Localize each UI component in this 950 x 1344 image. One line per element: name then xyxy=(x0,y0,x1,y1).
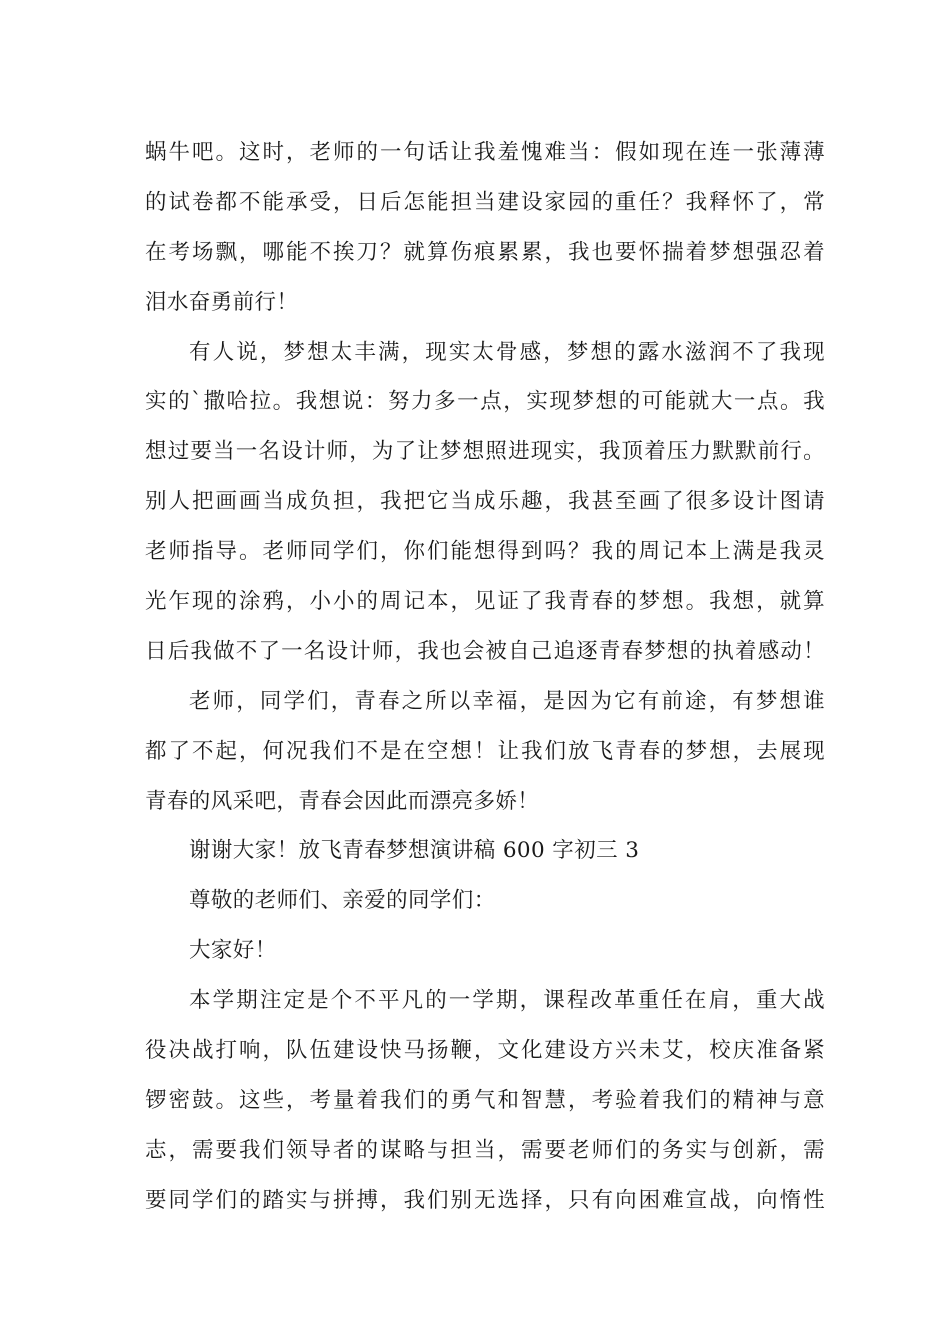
text-line: 大家好！ xyxy=(189,938,277,964)
text-line: 青春的风采吧，青春会因此而漂亮多娇！ xyxy=(145,788,540,814)
text-line: 要同学们的踏实与拼搏，我们别无选择，只有向困难宣战，向惰性 xyxy=(145,1187,825,1213)
text-line: 老师，同学们，青春之所以幸福，是因为它有前途，有梦想谁 xyxy=(189,688,825,714)
text-line: 日后我做不了一名设计师，我也会被自己追逐青春梦想的执着感动！ xyxy=(145,638,825,664)
text-line: 尊敬的老师们、亲爱的同学们： xyxy=(189,888,496,914)
text-line: 本学期注定是个不平凡的一学期，课程改革重任在肩，重大战 xyxy=(189,988,825,1014)
document-body xyxy=(145,128,825,1226)
text-line: 蜗牛吧。这时，老师的一句话让我羞愧难当：假如现在连一张薄薄 xyxy=(145,140,825,165)
text-line: 实的`撒哈拉。我想说：努力多一点，实现梦想的可能就大一点。我 xyxy=(145,389,825,415)
text-line: 想过要当一名设计师，为了让梦想照进现实，我顶着压力默默前行。 xyxy=(145,439,825,465)
text-line: 都了不起，何况我们不是在空想！让我们放飞青春的梦想，去展现 xyxy=(145,738,825,764)
text-line: 志，需要我们领导者的谋略与担当，需要老师们的务实与创新，需 xyxy=(145,1137,825,1163)
text-line: 的试卷都不能承受，日后怎能担当建设家园的重任？我释怀了，常 xyxy=(145,189,825,215)
text-line: 役决战打响，队伍建设快马扬鞭，文化建设方兴未艾，校庆准备紧 xyxy=(145,1038,825,1064)
text-line: 泪水奋勇前行！ xyxy=(145,289,299,315)
text-line: 老师指导。老师同学们，你们能想得到吗？我的周记本上满是我灵 xyxy=(145,539,825,565)
text-line: 锣密鼓。这些，考量着我们的勇气和智慧，考验着我们的精神与意 xyxy=(145,1087,825,1113)
text-line: 光乍现的涂鸦，小小的周记本，见证了我青春的梦想。我想，就算 xyxy=(145,589,825,615)
text-line: 别人把画画当成负担，我把它当成乐趣，我甚至画了很多设计图请 xyxy=(145,489,825,515)
text-line: 有人说，梦想太丰满，现实太骨感，梦想的露水滋润不了我现 xyxy=(189,339,825,365)
text-line: 谢谢大家！放飞青春梦想演讲稿 600 字初三 3 xyxy=(189,838,640,864)
text-line: 在考场飘，哪能不挨刀？就算伤痕累累，我也要怀揣着梦想强忍着 xyxy=(145,239,825,265)
